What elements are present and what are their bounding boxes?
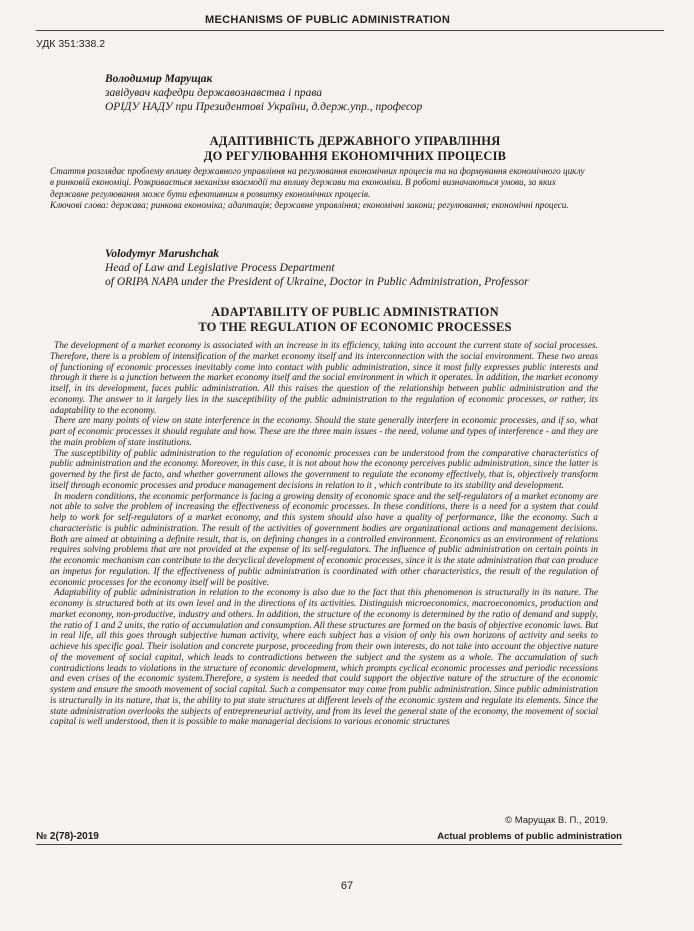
- page-number: 67: [340, 880, 354, 892]
- article-title-en: [60, 305, 650, 335]
- article-body: [50, 341, 598, 728]
- abstract-uk-text: Стаття розглядає проблему впливу державного управління на регулювання економічних процесів та на формування економічного циклу в ринковій економіці. Розкривається механізм взаємодії та впливу держави та економіки. В роботі визначаються умови, за яких державне регулювання може бути ефективним в розвитку економічних процесів.: [50, 166, 585, 199]
- author-affiliation-en: of ORIPA NAPA under the President of Ukraine, Doctor in Public Administration, Professor: [105, 276, 529, 288]
- title-en-line2: TO THE REGULATION OF ECONOMIC PROCESSES: [198, 320, 512, 334]
- abstract-uk: [50, 166, 590, 211]
- copyright-note: © Марущак В. П., 2019.: [505, 815, 608, 826]
- title-uk-line1: АДАПТИВНІСТЬ ДЕРЖАВНОГО УПРАВЛІННЯ: [209, 134, 501, 148]
- author-position-en: Head of Law and Legislative Process Department: [105, 262, 335, 274]
- author-block-en: [105, 247, 575, 289]
- body-paragraph: In modern conditions, the economic performance is facing a growing density of economic space and the self-regulators of a market economy are not able to solve the problem of increasing the effectiveness of economic processes. In these conditions, there is a need for a system that could help to work for self-regulators of a market economy, and this system should also have a quality of performance, like the economy. Such a characteristic is public administration. The result of the activities of government bodies are organizational actions and management decisions. Both are aimed at obtaining a definite result, that is, on defining changes in a controlled environment. Economics as an environment of relations requires solving problems that are not provided at the expense of its self-regulators. The influence of public administration on certain points in the economic mechanism can contribute to the decyclical development of economic processes, since it is the state administration that can produce an impetus for regulation. If the effectiveness of public administration is coordinated with other characteristics, the result of the regulation of economic processes for the economy itself will be positive.: [50, 491, 598, 588]
- author-affiliation-uk: ОРІДУ НАДУ при Президентові України, д.держ.упр., професор: [105, 101, 423, 113]
- title-uk-line2: ДО РЕГУЛЮВАННЯ ЕКОНОМІЧНИХ ПРОЦЕСІВ: [203, 149, 507, 163]
- header-rule: [36, 30, 664, 31]
- journal-name: Actual problems of public administration: [437, 831, 622, 842]
- footer-rule: [36, 844, 622, 845]
- article-title-uk: [60, 134, 650, 164]
- udc-code: УДК 351:338.2: [36, 38, 106, 50]
- body-paragraph: The development of a market economy is associated with an increase in its efficiency, taking into account the current state of social processes. Therefore, there is a problem of intensification of the market economy itself and its interconnection with the social environment. These two areas of functioning of economic processes inevitably come into contact with public administration, since it most fully expresses public interests and through it there is a junction between the market economy itself and the social environment in which it operates. In addition, the market economy itself, in its development, faces public administration. All this raises the question of the relationship between public administration and the economy. The answer to it largely lies in the susceptibility of the public administration to the regulation of economic processes, or rather, its adaptability to the economy.: [50, 341, 598, 416]
- keywords-uk: Ключові слова: держава; ринкова економіка; адаптація; державне управління; економічні закони; регулювання; економічні процеси.: [50, 199, 569, 210]
- running-header: MECHANISMS OF PUBLIC ADMINISTRATION: [205, 14, 451, 26]
- body-paragraph: There are many points of view on state interference in the economy. Should the state generally interfere in economic processes, and if so, what part of economic processes it should regulate and how. These are the three main issues - the need, volume and types of interference - and they are the main problem of state institutions.: [50, 416, 598, 448]
- title-en-line1: ADAPTABILITY OF PUBLIC ADMINISTRATION: [211, 305, 499, 319]
- author-position-uk: завідувач кафедри державознавства і права: [105, 87, 323, 99]
- author-name-en: Volodymyr Marushchak: [105, 248, 220, 260]
- issue-number: № 2(78)-2019: [36, 831, 99, 842]
- author-name-uk: Володимир Марущак: [105, 73, 213, 85]
- author-block-uk: [105, 72, 575, 114]
- body-paragraph: The susceptibility of public administration to the regulation of economic processes can be understood from the comparative characteristics of public administration and the economy. Moreover, in this case, it is not about how the economy perceives public administration, since the latter is governed by the first de facto, and whether government allows the government to regulate the economy effectively, that is, objectively transform itself through economic processes and produce management decisions in relation to it , which contribute to its stability and development.: [50, 448, 598, 491]
- body-paragraph: Adaptability of public administration in relation to the economy is also due to the fact that this phenomenon is structurally in its nature. The economy is structured both at its own level and in the directions of its activities. Distinguish microeconomics, macroeconomics, production and market economy, non-productive, industry and others. In addition, the structure of the economy is determined by the ratio of demand and supply, the ratio of 1 and 2 units, the ratio of accumulation and consumption. All these structures are formed on the basis of objective economic laws. But in real life, all this goes through subjective human activity, where each subject has a vision of only his own horizons of activity and seeks to achieve his specific goal. Their isolation and concrete purpose, proceeding from their own interests, do not take into account the objective nature of the movement of social capital, which leads to contradictions between the subject and the system as a whole. The accumulation of such contradictions leads to violations in the structure of economic development, which prompts cyclical economic processes and periodic recessions and even crises of the economic system.Therefore, a system is needed that could support the objective nature of the structure of the economic system and ensure the smooth movement of social capital. Such a compensator may come from public administration. Since public administration is structurally in its nature, that is, the ability to put state structures at different levels of the economic system and regulate its elements. Since the state administration overlooks the subjects of entrepreneurial activity, and from its level the general state of the economy, the movement of social capital is well understood, then it is possible to make managerial decisions to various economic structures: [50, 588, 598, 728]
